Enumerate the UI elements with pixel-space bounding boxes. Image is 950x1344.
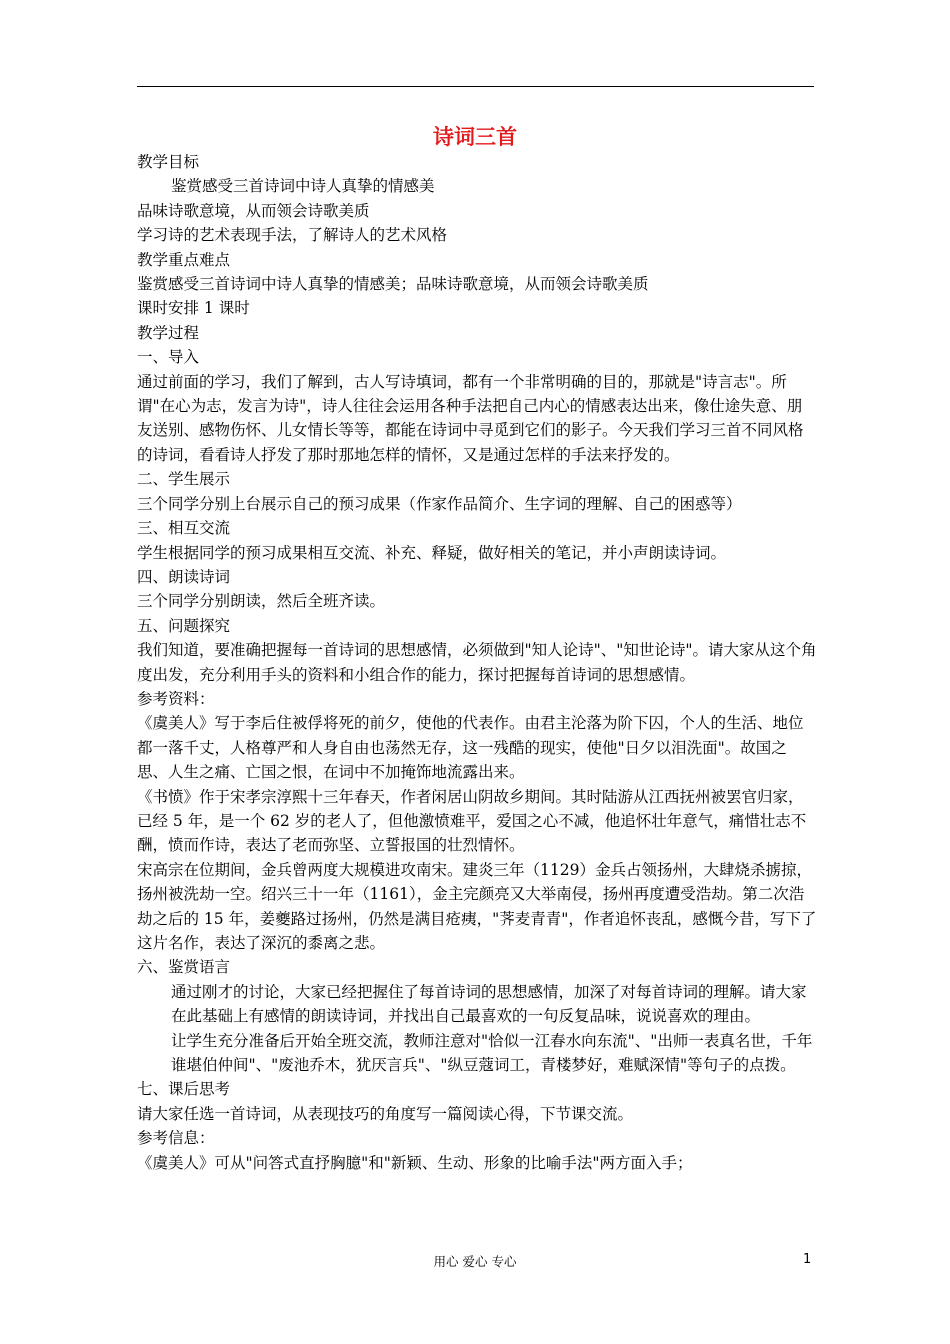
- body-line: 教学重点难点: [137, 250, 231, 269]
- body-line: 通过刚才的讨论，大家已经把握住了每首诗词的思想感情，加深了对每首诗词的理解。请大家在此基础上有感情的朗读诗词，并找出自己最喜欢的一句反复品味，说说喜欢的理由。: [171, 982, 807, 1026]
- body-line: 鉴赏感受三首诗词中诗人真挚的情感美；品味诗歌意境，从而领会诗歌美质: [137, 275, 649, 294]
- page-number: 1: [803, 1252, 812, 1267]
- body-line: 《虞美人》可从"问答式直抒胸臆"和"新颖、生动、形象的比喻手法"两方面入手；: [137, 1153, 693, 1172]
- body-line: 五、问题探究: [137, 616, 231, 635]
- body-line: 三、相互交流: [137, 519, 231, 538]
- body-line: 鉴赏感受三首诗词中诗人真挚的情感美: [171, 177, 435, 196]
- body-line: 参考资料：: [137, 689, 215, 708]
- body-line: 《书愤》作于宋孝宗淳熙十三年春天，作者闲居山阴故乡期间。其时陆游从江西抚州被罢官归家，已经 5 年，是一个 62 岁的老人了，但他激愤难平，爱国之心不减，他追怀壮年意气，痛惜壮志不酬，愤而作诗，表达了老而弥坚、立誓报国的壮烈情怀。: [137, 787, 807, 855]
- body-line: 课时安排 1 课时: [137, 299, 250, 318]
- body-line: 《虞美人》写于李后住被俘将死的前夕，使他的代表作。由君主沦落为阶下囚，个人的生活、地位都一落千丈，人格尊严和人身自由也荡然无存，这一残酷的现实，使他"日夕以泪洗面"。故国之思、人生之痛、亡国之恨，在词中不加掩饰地流露出来。: [137, 714, 804, 782]
- body-line: 我们知道，要准确把握每一首诗词的思想感情，必须做到"知人论诗"、"知世论诗"。请大家从这个角度出发，充分利用手头的资料和小组合作的能力，探讨把握每首诗词的思想感情。: [137, 641, 817, 684]
- body-line: 请大家任选一首诗词，从表现技巧的角度写一篇阅读心得，下节课交流。: [137, 1104, 634, 1123]
- body-line: 二、学生展示: [137, 470, 231, 489]
- body-line: 学习诗的艺术表现手法，了解诗人的艺术风格: [137, 226, 448, 245]
- body-line: 七、课后思考: [137, 1080, 231, 1099]
- body-line: 参考信息：: [137, 1129, 215, 1148]
- body-line: 三个同学分别上台展示自己的预习成果（作家作品简介、生字词的理解、自己的困惑等）: [137, 494, 742, 513]
- body-line: 四、朗读诗词: [137, 567, 231, 586]
- document-body: [137, 150, 817, 1175]
- body-line: 学生根据同学的预习成果相互交流、补充、释疑，做好相关的笔记，并小声朗读诗词。: [137, 543, 727, 562]
- body-line: 教学目标: [137, 153, 200, 171]
- footer-text: 用心 爱心 专心: [433, 1254, 517, 1269]
- body-line: 宋高宗在位期间，金兵曾两度大规模进攻南宋。建炎三年（1129）金兵占领扬州，大肆烧杀掳掠，扬州被洗劫一空。绍兴三十一年（1161），金主完颜亮又大举南侵，扬州再度遭受浩劫。第二次浩劫之后的 15 年，姜夔路过扬州，仍然是满目疮痍，"荠麦青青"，作者追怀丧乱，感慨今昔，写下了这片名作，表达了深沉的黍离之悲。: [137, 860, 817, 952]
- body-line: 让学生充分准备后开始全班交流，教师注意对"恰似一江春水向东流"、"出师一表真名世，千年谁堪伯仲间"、"废池乔木，犹厌言兵"、"纵豆蔻词工，青楼梦好，难赋深情"等句子的点拨。: [171, 1031, 813, 1075]
- body-line: 六、鉴赏语言: [137, 958, 231, 977]
- body-line: 一、导入: [137, 348, 200, 367]
- body-line: 教学过程: [137, 323, 200, 342]
- body-line: 三个同学分别朗读，然后全班齐读。: [137, 592, 386, 611]
- header-rule: [137, 86, 814, 87]
- body-line: 品味诗歌意境，从而领会诗歌美质: [137, 201, 370, 220]
- body-line: 通过前面的学习，我们了解到，古人写诗填词，都有一个非常明确的目的，那就是"诗言志"。所谓"在心为志，发言为诗"，诗人往往会运用各种手法把自己内心的情感表达出来，像仕途失意、朋友送别、感物伤怀、儿女情长等等，都能在诗词中寻觅到它们的影子。今天我们学习三首不同风格的诗词，看看诗人抒发了那时那地怎样的情怀，又是通过怎样的手法来抒发的。: [137, 372, 804, 464]
- document-title: 诗词三首: [433, 125, 517, 149]
